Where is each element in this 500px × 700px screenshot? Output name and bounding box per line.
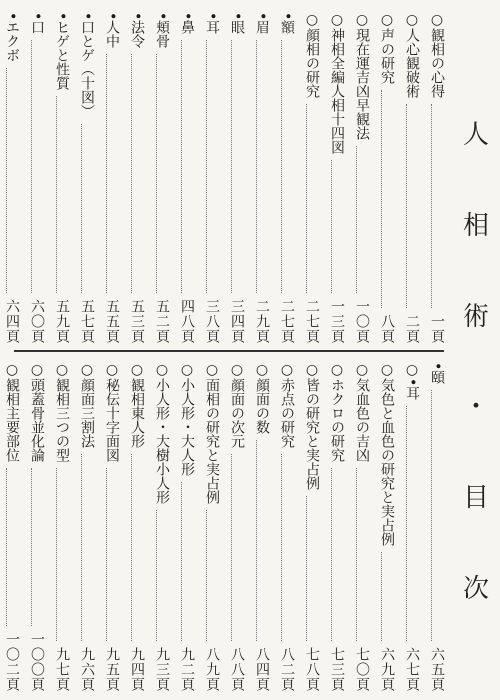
dot-leader <box>281 40 282 293</box>
toc-entry-label: •ヒゲと性質 <box>54 12 70 91</box>
toc-entry-label: ○顔面三割法 <box>79 362 95 448</box>
toc-entry <box>369 12 394 344</box>
toc-entry <box>44 362 69 692</box>
toc-entry-page: 五二頁 <box>154 299 170 344</box>
dot-leader <box>431 104 432 308</box>
toc-entry-page: 九四頁 <box>129 647 145 692</box>
dot-leader <box>381 90 382 308</box>
toc-entry <box>169 12 194 344</box>
dot-leader <box>56 468 57 641</box>
toc-entry-label: •頤 <box>429 362 445 385</box>
toc-entry-page: 一〇〇頁 <box>29 632 45 692</box>
toc-entry-label: •口とゲ（十図） <box>79 12 95 119</box>
toc-entry-page: 四八頁 <box>179 299 195 344</box>
toc-entry <box>219 12 244 344</box>
section-divider <box>14 350 444 352</box>
toc-section-top <box>4 12 445 344</box>
toc-entry-label: ○顔面の次元 <box>229 362 245 448</box>
toc-entry-label: •人中 <box>104 12 120 49</box>
toc-entry <box>194 12 219 344</box>
dot-leader <box>406 406 407 641</box>
title-char: 術 <box>458 301 489 328</box>
dot-leader <box>231 40 232 293</box>
toc-entry <box>144 12 169 344</box>
dot-leader <box>356 468 357 641</box>
toc-entry-label: ○•耳 <box>404 362 420 401</box>
toc-entry-page: 二頁 <box>404 314 420 344</box>
dot-leader <box>331 160 332 293</box>
toc-entry <box>419 12 444 344</box>
title-char: 相 <box>458 210 489 237</box>
dot-leader <box>356 146 357 293</box>
toc-entry-page: 九七頁 <box>54 647 70 692</box>
title-char: 人 <box>458 120 489 146</box>
dot-leader <box>81 454 82 641</box>
toc-entry-page: 六九頁 <box>379 647 395 692</box>
toc-entry <box>94 12 119 344</box>
toc-entry <box>194 362 219 692</box>
toc-entry-page: 三四頁 <box>229 299 245 344</box>
toc-entry <box>344 12 369 344</box>
toc-entry-page: 九三頁 <box>154 647 170 692</box>
dot-leader <box>181 482 182 641</box>
toc-entry-page: 五九頁 <box>54 299 70 344</box>
dot-leader <box>106 468 107 641</box>
dot-leader <box>106 54 107 293</box>
toc-entry <box>269 362 294 692</box>
toc-entry-label: ○観相主要部位 <box>4 362 20 462</box>
title-char: 目 <box>458 483 489 510</box>
dot-leader <box>306 104 307 293</box>
dot-leader <box>231 454 232 641</box>
toc-entry-label: ○顔面の数 <box>254 362 270 434</box>
dot-leader <box>6 68 7 293</box>
toc-entry-page: 一〇頁 <box>354 299 370 344</box>
dot-leader <box>256 440 257 641</box>
toc-entry-label: ○観相の心得 <box>429 12 445 98</box>
toc-entry-page: 六五頁 <box>429 647 445 692</box>
toc-entry-page: 五七頁 <box>79 299 95 344</box>
toc-entry-page: 九六頁 <box>79 647 95 692</box>
toc-entry-page: 三八頁 <box>204 299 220 344</box>
toc-entry-label: ○ホクロの研究 <box>329 362 345 462</box>
toc-entry-label: •額 <box>279 12 295 35</box>
toc-entry <box>244 362 269 692</box>
dot-leader <box>156 54 157 293</box>
toc-entry-label: ○顔相の研究 <box>304 12 320 98</box>
toc-entry-page: 六七頁 <box>404 647 420 692</box>
toc-entry-page: 二七頁 <box>279 299 295 344</box>
toc-entry-page: 九二頁 <box>179 647 195 692</box>
title-char: ・ <box>458 392 489 419</box>
toc-entry-label: ○気色と血色の研究と実占例 <box>379 362 395 546</box>
toc-entry-label: ○頭蓋骨並化論 <box>29 362 45 462</box>
toc-entry-label: •耳 <box>204 12 220 35</box>
dot-leader <box>156 510 157 641</box>
toc-entry <box>244 12 269 344</box>
toc-entry <box>19 12 44 344</box>
toc-entry <box>144 362 169 692</box>
toc-entry <box>94 362 119 692</box>
toc-entry-label: •眉 <box>254 12 270 35</box>
toc-entry-label: •法令 <box>129 12 145 49</box>
toc-entry-label: •口 <box>29 12 45 35</box>
toc-entry-page: 五五頁 <box>104 299 120 344</box>
toc-entry-label: ○観相三つの型 <box>54 362 70 462</box>
toc-entry-page: 二七頁 <box>304 299 320 344</box>
dot-leader <box>306 496 307 641</box>
toc-entry <box>394 362 419 692</box>
toc-entry-page: 六四頁 <box>4 299 20 344</box>
toc-entry <box>169 362 194 692</box>
toc-entry-label: ○小人形・大人形 <box>179 362 195 476</box>
dot-leader <box>6 468 7 626</box>
toc-entry-label: •エクボ <box>4 12 20 63</box>
toc-entry <box>69 12 94 344</box>
toc-entry-label: ○観相東人形 <box>129 362 145 448</box>
toc-entry-label: ○神相全編人相十四図 <box>329 12 345 154</box>
dot-leader <box>281 454 282 641</box>
toc-entry-label: ○現在運吉凶早観法 <box>354 12 370 140</box>
toc-entry <box>419 362 444 692</box>
dot-leader <box>206 40 207 293</box>
toc-entry-label: ○人心観破術 <box>404 12 420 98</box>
toc-entry-label: ○気血色の吉凶 <box>354 362 370 462</box>
toc-entry-label: ○声の研究 <box>379 12 395 84</box>
dot-leader <box>431 390 432 641</box>
dot-leader <box>381 552 382 641</box>
toc-entry-label: ○面相の研究と実占例 <box>204 362 220 504</box>
toc-entry-page: 一〇二頁 <box>4 632 20 692</box>
toc-entry-label: ○皆の研究と実占例 <box>304 362 320 490</box>
toc-entry <box>219 362 244 692</box>
toc-entry <box>44 12 69 344</box>
toc-entry-page: 六〇頁 <box>29 299 45 344</box>
toc-entry-page: 九五頁 <box>104 647 120 692</box>
toc-entry <box>119 12 144 344</box>
toc-entry-page: 一頁 <box>429 314 445 344</box>
toc-entry-page: 一三頁 <box>329 299 345 344</box>
dot-leader <box>56 96 57 293</box>
dot-leader <box>331 468 332 641</box>
toc-entry <box>294 362 319 692</box>
toc-entry-label: •鼻 <box>179 12 195 35</box>
dot-leader <box>256 40 257 293</box>
toc-entry <box>19 362 44 692</box>
toc-entry-label: •頬骨 <box>154 12 170 49</box>
toc-entry-page: 八九頁 <box>204 647 220 692</box>
toc-entry <box>119 362 144 692</box>
toc-entry <box>0 362 19 692</box>
toc-entry-page: 七三頁 <box>329 647 345 692</box>
toc-entry-page: 二九頁 <box>254 299 270 344</box>
dot-leader <box>31 40 32 293</box>
toc-entry-page: 七〇頁 <box>354 647 370 692</box>
toc-entry-page: 八頁 <box>379 314 395 344</box>
dot-leader <box>81 124 82 293</box>
toc-entry <box>394 12 419 344</box>
dot-leader <box>206 510 207 641</box>
toc-entry-page: 七八頁 <box>304 647 320 692</box>
toc-entry <box>319 362 344 692</box>
toc-entry <box>319 12 344 344</box>
toc-entry <box>269 12 294 344</box>
toc-entry-label: ○小人形・大樹小人形 <box>154 362 170 504</box>
toc-entry-page: 八八頁 <box>229 647 245 692</box>
title-char: 次 <box>458 573 489 600</box>
toc-entry <box>344 362 369 692</box>
page-title <box>452 120 496 600</box>
dot-leader <box>181 40 182 293</box>
toc-entry <box>0 12 19 344</box>
toc-entry-page: 五三頁 <box>129 299 145 344</box>
dot-leader <box>131 454 132 641</box>
toc-section-bottom <box>4 362 445 692</box>
toc-entry <box>294 12 319 344</box>
toc-entry-page: 八四頁 <box>254 647 270 692</box>
dot-leader <box>131 54 132 293</box>
toc-entry-label: ○秘伝十字面図 <box>104 362 120 462</box>
toc-entry-label: ○赤点の研究 <box>279 362 295 448</box>
dot-leader <box>406 104 407 308</box>
dot-leader <box>31 468 32 626</box>
toc-entry <box>369 362 394 692</box>
toc-entry-page: 八二頁 <box>279 647 295 692</box>
toc-entry-label: •眼 <box>229 12 245 35</box>
toc-entry <box>69 362 94 692</box>
